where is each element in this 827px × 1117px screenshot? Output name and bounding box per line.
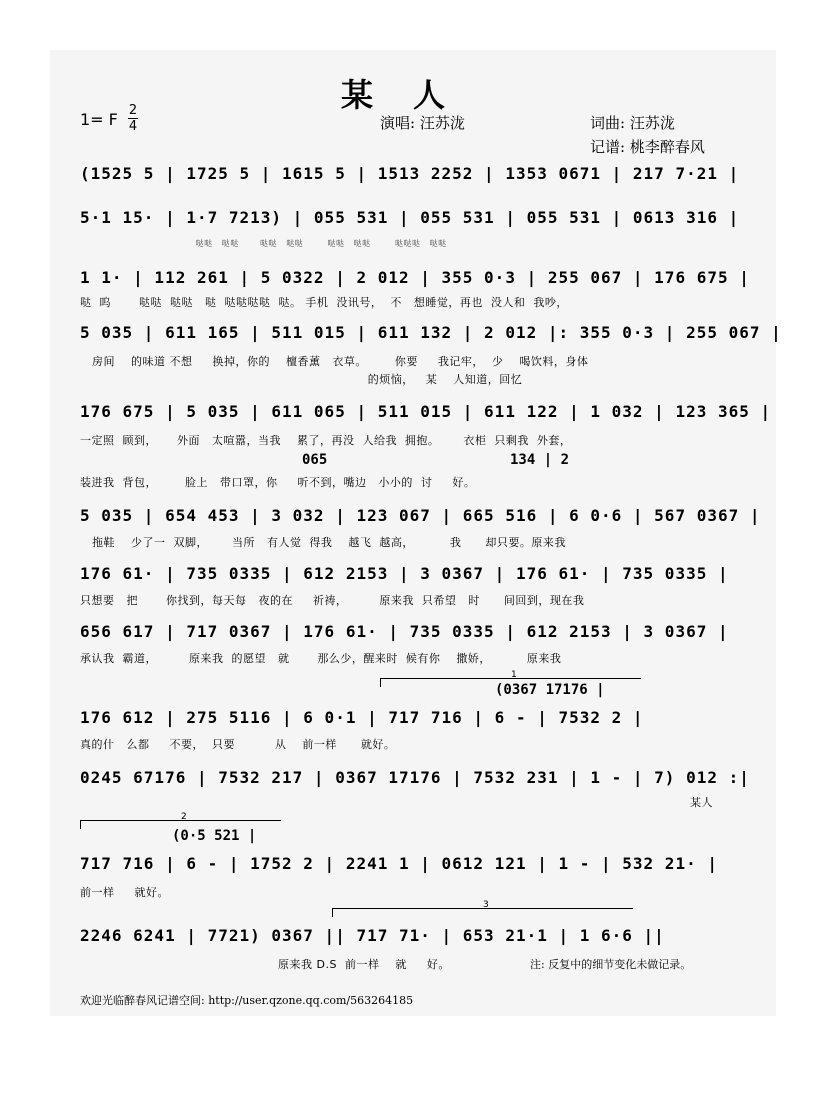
- notation-line: 2246 6241 | 7721) 0367 || 717 71· | 653 21·1 | 1 6·6 ||: [80, 926, 665, 945]
- lyric-line: 一定照 顾到， 外面 太喧嚣，当我 累了，再没 人给我 拥抱。 衣柜 只剩我 外套，: [80, 434, 572, 447]
- lyric-line-2: 装进我 背包， 脸上 带口罩，你 听不到，嘴边 小小的 讨 好。: [80, 476, 476, 489]
- lyric-line: 承认我 霸道， 原来我 的愿望 就 那么少，醒来时 候有你 撒娇， 原来我: [80, 652, 562, 665]
- volta-bracket: 3: [332, 908, 633, 917]
- lyric-line: 房间 的味道 不想 换掉，你的 檀香薰 衣草。 你要 我记牢， 少 喝饮料，身体: [80, 355, 589, 368]
- notation-line: 176 612 | 275 5116 | 6 0·1 | 717 716 | 6 - | 7532 2 |: [80, 708, 644, 727]
- lyric-line-2: 的烦恼， 某 人知道，回忆: [80, 373, 523, 386]
- notation-line: 5 035 | 654 453 | 3 032 | 123 067 | 665 516 | 6 0·6 | 567 0367 |: [80, 506, 761, 525]
- notation-line: 0245 67176 | 7532 217 | 0367 17176 | 7532 231 | 1 - | 7) 012 :|: [80, 768, 750, 787]
- lyric-line: 某人: [690, 796, 713, 809]
- score-sheet: [50, 50, 782, 1016]
- volta-bracket: 1: [380, 678, 641, 687]
- singer-credit: 演唱: 汪苏泷: [380, 114, 465, 132]
- notation-line: 176 675 | 5 035 | 611 065 | 511 015 | 611 122 | 1 032 | 123 365 |: [80, 402, 772, 421]
- lyric-line: 原来我 D.S 前一样 就 好。: [278, 958, 450, 971]
- notation-line: 176 61· | 735 0335 | 612 2153 | 3 0367 | 176 61· | 735 0335 |: [80, 564, 729, 583]
- lyric-line: 哒哒 哒哒 哒哒 哒哒 哒哒 哒哒 哒哒哒 哒哒: [80, 239, 447, 248]
- remark: 注: 反复中的细节变化未做记录。: [530, 958, 692, 971]
- notation-line: 1 1· | 112 261 | 5 0322 | 2 012 | 355 0·3 | 255 067 | 176 675 |: [80, 268, 750, 287]
- time-signature: 2 4: [128, 103, 138, 134]
- notation-line: 656 617 | 717 0367 | 176 61· | 735 0335 | 612 2153 | 3 0367 |: [80, 622, 729, 641]
- alt-notes: (0·5 521 |: [172, 828, 257, 844]
- lyric-line: 前一样 就好。: [80, 886, 169, 899]
- notation-line: (1525 5 | 1725 5 | 1615 5 | 1513 2252 | 1353 0671 | 217 7·21 |: [80, 164, 740, 183]
- footer-credit: 欢迎光临醉春风记谱空间: http://user.qzone.qq.com/563264185: [80, 994, 414, 1007]
- composer-credit: 词曲: 汪苏泷: [590, 114, 675, 132]
- transcriber-credit: 记谱: 桃李醉春风: [590, 138, 705, 156]
- alt-notes: (0367 17176 |: [495, 682, 605, 698]
- lyric-line: 哒 呜 哒哒 哒哒 哒 哒哒哒哒 哒。 手机 没讯号， 不 想睡觉，再也 没人和 我吵，: [80, 296, 568, 309]
- lyric-line: 只想要 把 你找到，每天每 夜的在 祈祷， 原来我 只希望 时 间回到，现在我: [80, 594, 585, 607]
- song-title: 某人: [340, 76, 485, 114]
- lyric-line: 拖鞋 少了一 双脚， 当所 有人觉 得我 越飞 越高， 我 却只要。原来我: [80, 536, 566, 549]
- volta-bracket: 2: [80, 820, 281, 829]
- key-signature: 1= F: [80, 110, 118, 129]
- alt-notes: 134 | 2: [510, 452, 570, 468]
- notation-line: 5·1 15· | 1·7 7213) | 055 531 | 055 531 | 055 531 | 0613 316 |: [80, 208, 740, 227]
- notation-line: 717 716 | 6 - | 1752 2 | 2241 1 | 0612 121 | 1 - | 532 21· |: [80, 854, 718, 873]
- notation-line: 5 035 | 611 165 | 511 015 | 611 132 | 2 012 |: 355 0·3 | 255 067 |: [80, 323, 782, 342]
- alt-notes: 065: [302, 452, 328, 468]
- lyric-line: 真的什 么都 不要， 只要 从 前一样 就好。: [80, 738, 396, 751]
